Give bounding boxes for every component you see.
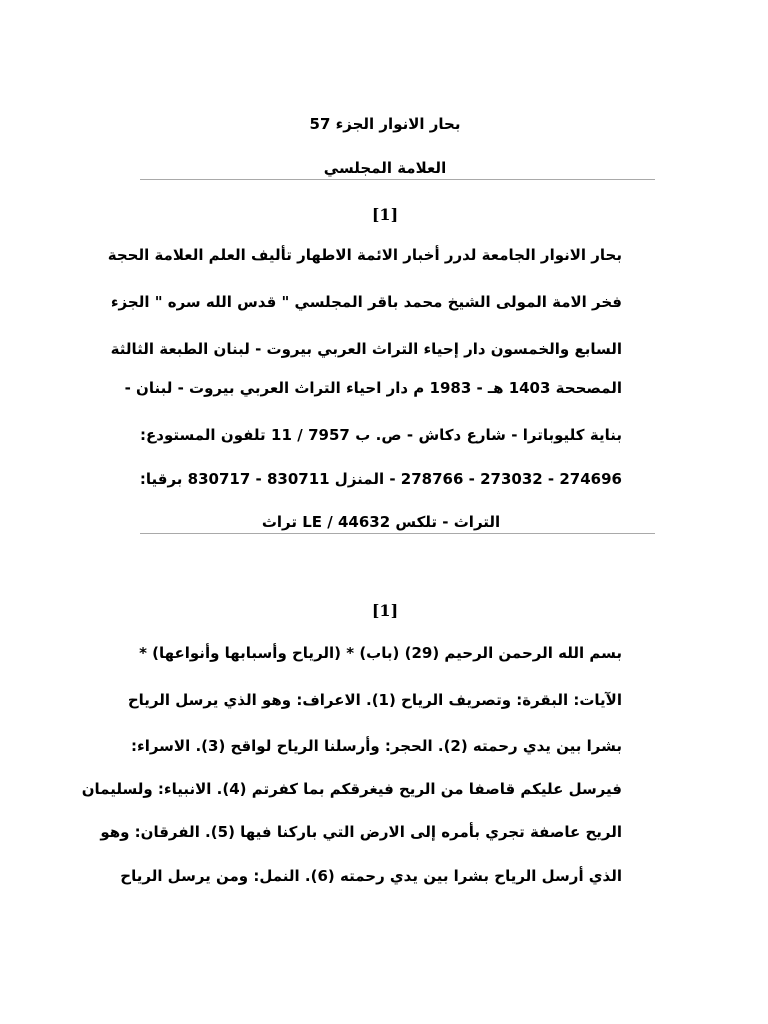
- section-divider: [140, 533, 655, 534]
- body-line: بشرا بين يدي رحمته (2). الحجر: وأرسلنا الرياح لواقح (3). الاسراء:: [131, 737, 622, 755]
- body-line: الريح عاصفة تجري بأمره إلى الارض التي باركنا فيها (5). الفرقان: وهو: [100, 823, 622, 841]
- header-divider: [140, 179, 655, 180]
- body-line: بسم الله الرحمن الرحيم (29) (باب) * (الرياح وأسبابها وأنواعها) *: [139, 644, 622, 662]
- body-line: بحار الانوار الجامعة لدرر أخبار الائمة الاطهار تأليف العلم العلامة الحجة: [107, 246, 622, 264]
- book-title: بحار الانوار الجزء 57: [309, 115, 461, 133]
- section-marker: [1]: [371, 205, 399, 224]
- section-marker: [1]: [371, 601, 399, 620]
- body-line: الآيات: البقرة: وتصريف الرياح (1). الاعراف: وهو الذي يرسل الرياح: [127, 691, 622, 709]
- body-line: السابع والخمسون دار إحياء التراث العربي بيروت - لبنان الطبعة الثالثة: [110, 340, 622, 358]
- body-line: فيرسل عليكم قاصفا من الريح فيغرقكم بما كفرتم (4). الانبياء: ولسليمان: [81, 780, 622, 798]
- body-line: فخر الامة المولى الشيخ محمد باقر المجلسي " قدس الله سره " الجزء: [110, 293, 622, 311]
- body-line: المصححة 1403 هـ - 1983 م دار احياء التراث العربي بيروت - لبنان -: [124, 379, 622, 397]
- body-line: الذي أرسل الرياح بشرا بين يدي رحمته (6). النمل: ومن يرسل الرياح: [120, 867, 622, 885]
- author-name: العلامة المجلسي: [323, 159, 447, 177]
- body-line: 274696 - 273032 - 278766 - المنزل 830711 - 830717 برقيا:: [139, 470, 622, 488]
- body-line: التراث - تلكس 44632 / LE تراث: [261, 513, 501, 531]
- body-line: بناية كليوباترا - شارع دكاش - ص. ب 7957 / 11 تلفون المستودع:: [140, 426, 622, 444]
